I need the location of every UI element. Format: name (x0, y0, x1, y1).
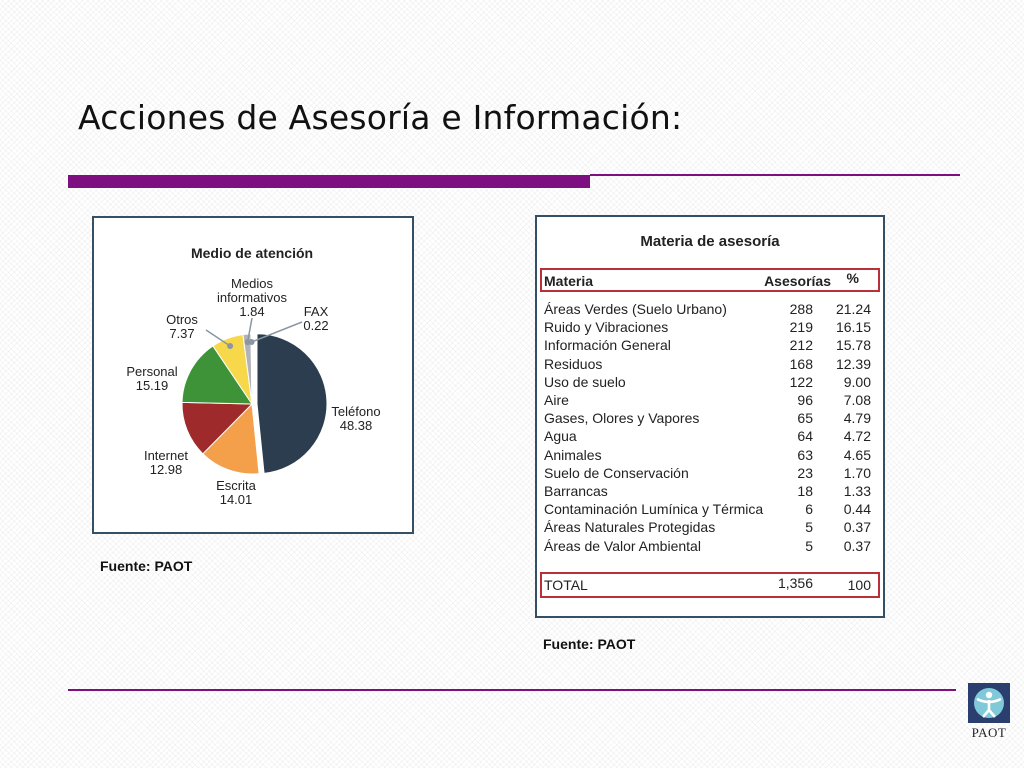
row-percent: 21.24 (835, 301, 871, 317)
row-materia: Suelo de Conservación (544, 464, 689, 481)
row-materia: Animales (544, 446, 602, 463)
row-asesorias: 18 (797, 483, 813, 499)
row-asesorias: 23 (797, 464, 813, 481)
row-materia: Áreas Naturales Protegidas (544, 519, 716, 536)
pie-label-teléfono: Teléfono 48.38 (331, 404, 381, 433)
row-asesorias: 168 (789, 355, 813, 372)
table-chart-panel (535, 215, 885, 618)
row-percent: 1.33 (843, 483, 871, 499)
row-asesorias: 63 (797, 446, 813, 463)
row-percent: 9.00 (843, 373, 871, 390)
total-percent: 100 (847, 577, 871, 593)
total-label: TOTAL (544, 577, 588, 593)
row-materia: Contaminación Lumínica y Térmica (544, 501, 764, 518)
pie-slice-teléfono (257, 334, 327, 474)
total-count: 1,356 (777, 575, 813, 591)
pie-source: Fuente: PAOT (100, 558, 193, 574)
logo-emblem (968, 683, 1010, 723)
row-asesorias: 65 (797, 410, 813, 427)
pie-leader-fax-dot (249, 339, 255, 345)
pie-leader-otros-dot (227, 343, 233, 349)
pie-label-escrita: Escrita 14.01 (216, 478, 256, 507)
pie-chart-panel (92, 216, 414, 534)
row-asesorias: 219 (789, 319, 813, 336)
row-materia: Gases, Olores y Vapores (544, 410, 700, 427)
row-materia: Uso de suelo (544, 373, 626, 390)
row-percent: 0.44 (843, 501, 871, 518)
row-percent: 0.37 (843, 519, 871, 536)
row-materia: Aire (544, 392, 569, 408)
pie-label-medios-informativos: Medios informativos 1.84 (216, 276, 288, 319)
pie-title: Medio de atención (190, 245, 314, 261)
header-materia: Materia (544, 273, 594, 289)
paot-person-icon (968, 683, 1010, 723)
row-percent: 4.72 (843, 428, 871, 445)
row-asesorias: 288 (789, 301, 813, 317)
pie-label-otros: Otros 7.37 (166, 312, 198, 341)
row-asesorias: 64 (797, 428, 813, 445)
row-materia: Áreas Verdes (Suelo Urbano) (544, 301, 727, 317)
title-accent-bar (68, 175, 590, 188)
pie-label-personal: Personal 15.19 (126, 364, 178, 393)
row-materia: Información General (544, 337, 671, 354)
pie-label-fax: FAX 0.22 (303, 304, 329, 333)
row-percent: 0.37 (843, 537, 871, 554)
row-asesorias: 96 (797, 392, 813, 408)
table-source: Fuente: PAOT (543, 636, 636, 652)
row-asesorias: 5 (805, 519, 813, 536)
row-materia: Áreas de Valor Ambiental (544, 537, 701, 554)
row-materia: Agua (544, 428, 577, 445)
logo-text: PAOT (971, 725, 1007, 740)
row-asesorias: 212 (789, 337, 813, 354)
row-percent: 1.70 (843, 464, 871, 481)
row-asesorias: 5 (805, 537, 813, 554)
row-asesorias: 122 (789, 373, 813, 390)
footer-accent-line (68, 689, 956, 691)
title-accent-line (590, 174, 960, 176)
row-percent: 4.65 (843, 446, 871, 463)
header-percent: % (846, 270, 859, 286)
paot-logo (966, 683, 1012, 743)
row-materia: Ruido y Vibraciones (544, 319, 669, 336)
row-percent: 7.08 (843, 392, 871, 408)
header-asesorias: Asesorías (764, 273, 831, 289)
row-percent: 4.79 (843, 410, 871, 427)
pie-label-internet: Internet 12.98 (143, 448, 189, 477)
table-title: Materia de asesoría (640, 233, 780, 250)
pie-chart (94, 218, 412, 532)
row-asesorias: 6 (805, 501, 813, 518)
row-percent: 16.15 (835, 319, 871, 336)
row-percent: 12.39 (835, 355, 871, 372)
slide-title: Acciones de Asesoría e Información: (78, 98, 683, 137)
row-materia: Residuos (544, 355, 603, 372)
table-total-box (540, 572, 880, 598)
row-materia: Barrancas (544, 483, 608, 499)
row-percent: 15.78 (835, 337, 871, 354)
